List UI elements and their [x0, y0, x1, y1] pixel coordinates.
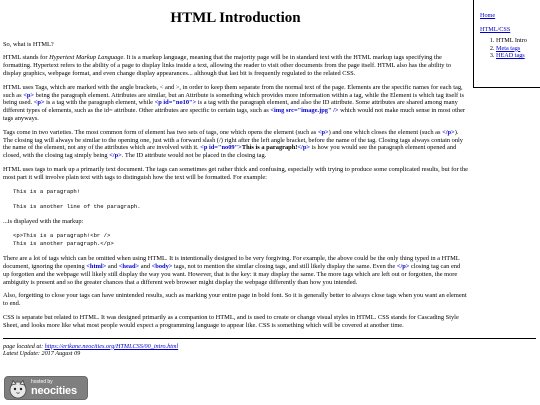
code-tag: <body> — [151, 263, 173, 271]
text: HTML stands for — [3, 54, 50, 62]
hosted-by-label: hosted by — [31, 379, 53, 385]
code-tag: </p> — [297, 144, 311, 152]
code-tag: <p> — [317, 128, 329, 136]
code-tag: <p id="no09"> — [200, 144, 242, 152]
nav-list — [480, 37, 540, 60]
code-tag: <p> — [23, 91, 35, 99]
paragraph-omitted-tags — [3, 255, 468, 286]
nav-htmlcss-link[interactable]: HTML/CSS — [480, 25, 511, 33]
text: and — [106, 263, 119, 271]
text: closing tag can end up forgotten and the webpage will likely still display the way you want. However, that is the key: it may display the same. The more tags which are left out or forgotten, the more ambiguity is present and so the greater chances that a different web browser might display the webpage differently than how you intended. — [3, 263, 461, 286]
text: which would not make much sense in most other tags anyways. — [3, 107, 466, 122]
text: Tags come in two varieties. The most common form of element has two sets of tags, one which opens the element (such as — [3, 128, 318, 136]
text: is a tag with the paragraph element, and also the ID attribute. Some attributes are shared among many different types of elements, such as the id= attribute. Other attributes are specific to certain tags, such as — [3, 99, 458, 115]
neocities-cat-icon — [8, 379, 28, 399]
term: Hypertext Markup Language — [49, 54, 124, 62]
main-content — [3, 0, 468, 358]
paragraph-displayed: ...is displayed with the markup: — [3, 218, 84, 226]
code-tag: <html> — [86, 263, 107, 271]
paragraph-definition — [3, 54, 468, 77]
location-label: page located at: — [3, 342, 45, 350]
neocities-badge[interactable] — [4, 376, 88, 400]
page-location — [3, 343, 468, 351]
text: ). The closing tag will always be similar to the opening one, just with a forward slash (/) right after the left angle bracket, before the name of the tag. Closing tags always contain only the name of the element, not any of the attributes which are involved with it. — [3, 128, 463, 152]
latest-update: Latest Update: 2017 August 09 — [3, 350, 81, 358]
paragraph-intro: So, what is HTML? — [3, 40, 54, 48]
paragraph-closing-tags: Also, forgetting to close your tags can have unintended results, such as marking your entire page in bold font. So it is generally better to always close tags when you want an element to end. — [3, 292, 467, 308]
nav-link-meta-tags[interactable]: Meta tags — [496, 44, 521, 52]
paragraph-css: CSS is separate but related to HTML. It was designed primarily as a companion to HTML, and is used to create or change visual styles in HTML. CSS stands for Cascading Style Sheet, and looks more like what most people would expect a programming language to appear like. CSS is something which will be covered at another time. — [3, 314, 459, 329]
text: being the paragraph element. Attributes are similar, but an Attribute is something which provides more information within a tag, while the Element is which tag itself is being used. — [3, 91, 465, 107]
bold-text: This is a paragraph! — [241, 144, 298, 152]
nav-item-html-intro: 1. HTML Intro — [496, 37, 540, 45]
navigation-sidebar — [473, 0, 540, 88]
nav-home-link[interactable]: Home — [480, 12, 496, 19]
code-tag: <img src="image.jpg" /> — [270, 107, 339, 115]
text: . It is a markup language, meaning that the majority page will be in standard text with the HTML markup tags specifying the formatting. Hypertext refers to the ability of a page to display links inside a text, allowing the reader to visit other documents from the page itself. HTML also has the ability to display graphics, webpage format, and even change display appearances... although that last bit is frequently regulated to the related CSS. — [3, 54, 452, 77]
paragraph-tags — [3, 84, 468, 123]
paragraph-markup: HTML uses tags to mark up a primarily text document. The tags can sometimes get rather thick and confusing, especially with trying to produce some complicated results, but for the most part it will involve plain text with tags to distinguish how the text will be formatted. For example: — [3, 166, 468, 181]
page-footer — [3, 343, 468, 359]
paragraph-varieties — [3, 129, 468, 160]
text: tags, not to mention the similar closing tags, and still likely display the same. Even the — [172, 263, 397, 271]
nav-item-meta-tags — [496, 45, 540, 53]
text: is how you would see the paragraph element opened and closed, with the closing tag simply being — [3, 144, 457, 160]
text: and — [139, 263, 152, 271]
code-example-output: This is a paragraph! This is another line of the paragraph. — [13, 187, 141, 210]
page-title: HTML Introduction — [170, 10, 301, 26]
code-tag: <head> — [118, 263, 140, 271]
page-url-link[interactable]: https://erikane.neocities.org/HTMLCSS/00_intro.html — [44, 342, 179, 350]
code-tag: </p> — [396, 263, 410, 271]
divider — [3, 338, 536, 339]
neocities-brand: neocities — [31, 385, 77, 397]
code-tag: </p> — [109, 152, 122, 160]
text: HTML uses Tags, which are marked with the angle brackets, < and >, in order to keep them separate from the normal text of the page. Elements are the specific names for each tag, such as — [3, 83, 463, 99]
text: is a tag with the paragraph element, while — [44, 99, 155, 107]
code-example-markup: <p>This is a paragraph!<br /> This is another paragraph.</p> — [13, 232, 114, 247]
code-tag: <p id="no10"> — [154, 99, 197, 107]
text: ) and one which closes the element (such as — [328, 128, 443, 136]
code-tag: </p> — [442, 128, 455, 136]
text: There are a lot of tags which can be omitted when using HTML. It is intentionally designed to be very forgiving. For example, the above could be the only thing typed in a HTML document, ignoring the opening — [3, 255, 460, 271]
code-tag: <p> — [33, 99, 45, 107]
nav-link-head-tags[interactable]: HEAD tags — [496, 52, 525, 60]
text: . The ID attribute would not be placed in the closing tag. — [121, 152, 267, 160]
nav-item-head-tags — [496, 52, 540, 60]
